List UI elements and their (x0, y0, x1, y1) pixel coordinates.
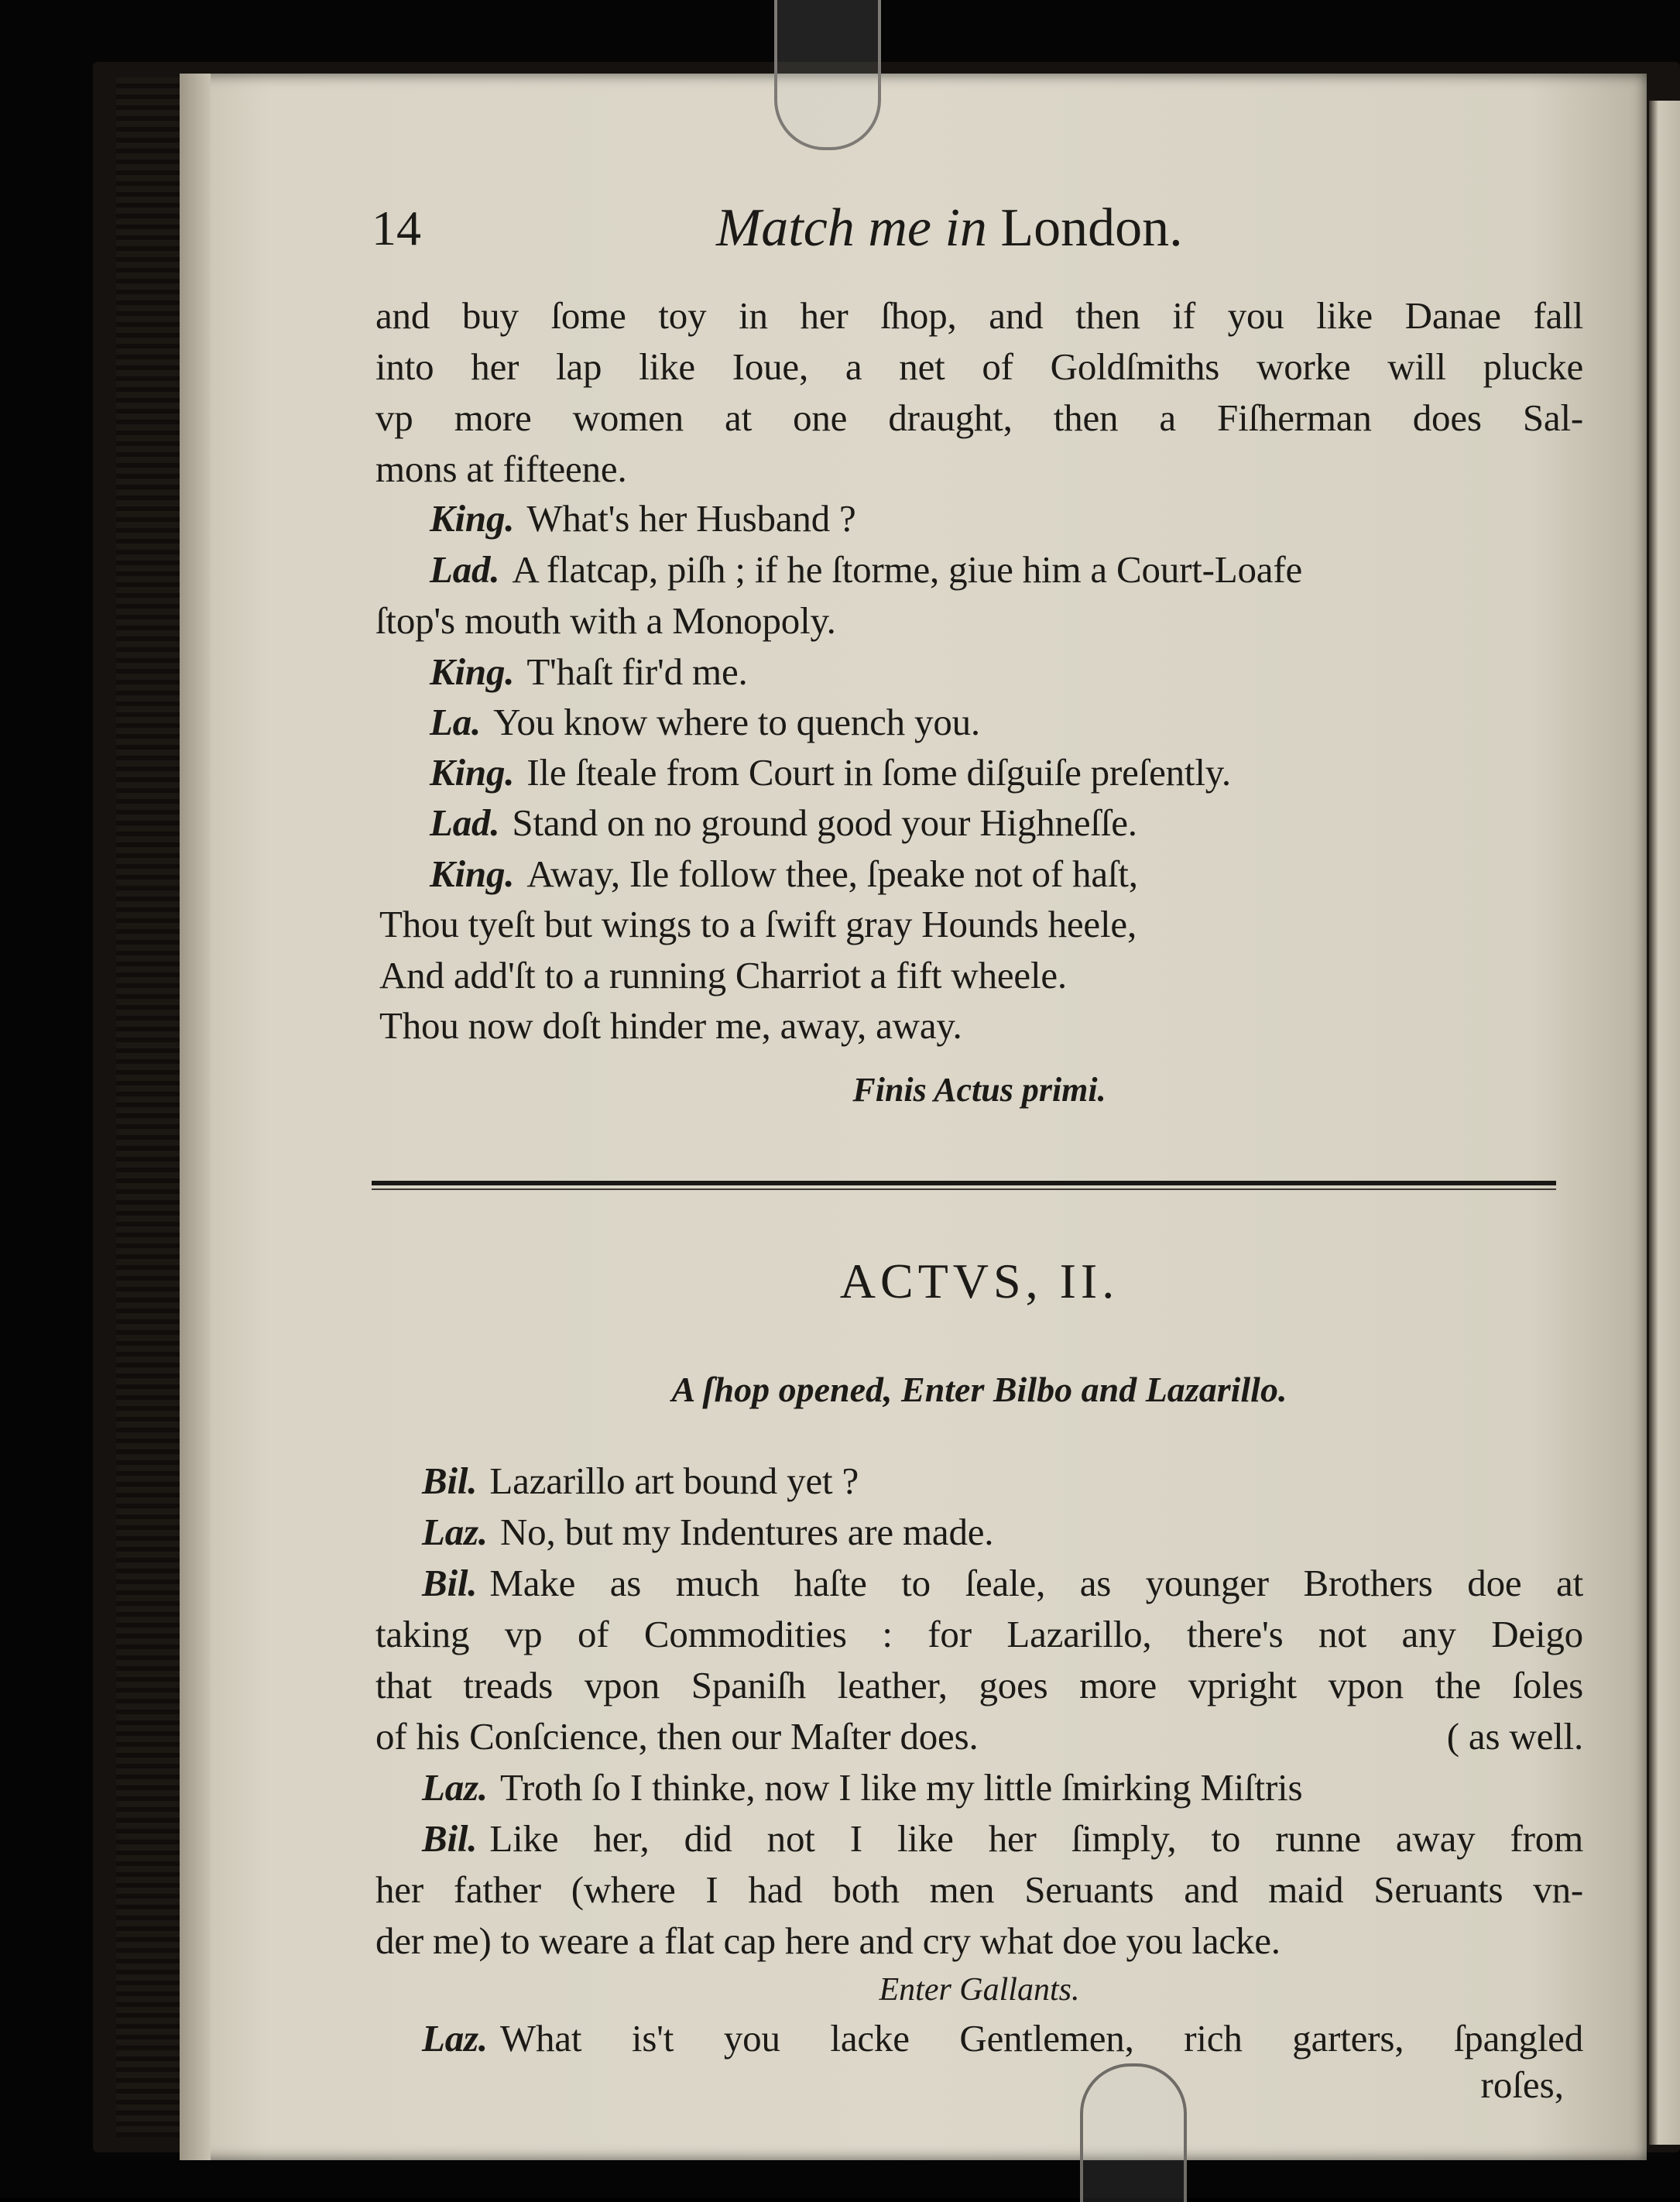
book-spine-edge (116, 77, 186, 2137)
verse-line: Thou tyeſt but wings to a ſwift gray Hounds heele, (379, 903, 1137, 945)
prose-line: and buy ſome toy in her ſhop, and then if you like Danae fall (375, 294, 1583, 337)
speech-text: Make as much haſte to ſeale, as younger Brothers doe at (489, 1562, 1583, 1604)
speech-line (375, 1456, 1583, 1507)
facing-page-edge (1649, 101, 1680, 2145)
page-gutter-shadow (180, 74, 211, 2160)
speaker-name: Lad. (430, 548, 500, 591)
speech-line (375, 544, 1583, 595)
speaker-name: Bil. (422, 1459, 478, 1502)
running-title (716, 194, 1183, 263)
speaker-name: King. (430, 650, 515, 693)
catchword: roſes, (1480, 2063, 1564, 2106)
speaker-name: King. (430, 751, 515, 794)
speech-line (375, 747, 1583, 798)
speech-text: You know where to quench you. (493, 701, 980, 743)
section-rule (372, 1181, 1556, 1185)
turnover-text: ( as well. (1446, 1715, 1583, 1758)
speech-text: What's her Husband ? (526, 497, 856, 540)
speech-line (375, 1762, 1583, 1813)
speech-line (375, 1558, 1583, 1609)
speech-text: No, but my Indentures are made. (499, 1511, 994, 1553)
speech-line (375, 849, 1583, 900)
stage-direction-enter: Enter Gallants. (879, 1972, 1080, 2008)
speech-line (375, 595, 1583, 647)
speech-line: her father (where I had both men Seruants and maid Seruants vn- (375, 1868, 1583, 1911)
speaker-name: Laz. (422, 2017, 488, 2060)
speech-line: that treads vpon Spaniſh leather, goes more vpright vpon the ſoles (375, 1664, 1583, 1706)
speech-text: Ile ſteale from Court in ſome diſguiſe preſently. (526, 751, 1231, 794)
speaker-name: King. (430, 852, 515, 895)
speech-text: What is't you lacke Gentlemen, rich garters, ſpangled (499, 2017, 1583, 2060)
speech-line (375, 493, 1583, 544)
speech-line: taking vp of Commodities : for Lazarillo, there's not any Deigo (375, 1613, 1583, 1655)
speech-text: Away, Ile follow thee, ſpeake not of haſt, (526, 852, 1138, 895)
speech-text: A flatcap, piſh ; if he ſtorme, giue him a Court-Loafe (512, 548, 1303, 591)
speech-text: Stand on no ground good your Highneſſe. (512, 801, 1137, 844)
speaker-name: Laz. (422, 1766, 488, 1809)
speech-line (375, 797, 1583, 849)
running-title-italic: Match me in (716, 198, 987, 258)
prose-line: vp more women at one draught, then a Fiſherman does Sal- (375, 396, 1583, 439)
speech-line (375, 1507, 1583, 1558)
speech-text: ſtop's mouth with a Monopoly. (375, 599, 836, 642)
stage-direction: A ſhop opened, Enter Bilbo and Lazarillo. (671, 1370, 1287, 1409)
prose-line: into her lap like Ioue, a net of Goldſmiths worke will plucke (375, 345, 1583, 388)
speaker-name: King. (430, 497, 515, 540)
speech-text: of his Conſcience, then our Maſter does. (375, 1715, 979, 1758)
verse-line: And add'ſt to a running Charriot a fift wheele. (379, 954, 1067, 996)
speech-text: Troth ſo I thinke, now I like my little ſmirking Miſtris (499, 1766, 1303, 1809)
speech-line (375, 2013, 1583, 2064)
page-number: 14 (372, 201, 421, 256)
running-head (372, 194, 1579, 263)
speaker-name: Bil. (422, 1817, 478, 1860)
verse-line: Thou now doſt hinder me, away, away. (379, 1004, 962, 1047)
speech-text: Like her, did not I like her ſimply, to runne away from (489, 1817, 1583, 1860)
speaker-name: Lad. (430, 801, 500, 844)
speaker-name: La. (430, 701, 482, 743)
prose-line: mons at fifteene. (375, 448, 627, 490)
act-heading: ACTVS, II. (839, 1254, 1119, 1309)
speech-text: T'haſt fir'd me. (526, 650, 748, 693)
speaker-name: Laz. (422, 1511, 488, 1553)
speech-line (375, 1813, 1583, 1864)
section-rule-thin (372, 1188, 1556, 1190)
speech-line (375, 697, 1583, 748)
speech-line (375, 647, 1583, 698)
speech-line: der me) to weare a flat cap here and cry what doe you lacke. (375, 1919, 1281, 1962)
page-clip-top-icon (774, 0, 881, 150)
speaker-name: Bil. (422, 1562, 478, 1604)
speech-line (375, 1711, 1583, 1762)
running-title-roman: London. (1000, 198, 1183, 258)
finis-actus: Finis Actus primi. (852, 1071, 1106, 1109)
speech-text: Lazarillo art bound yet ? (489, 1459, 859, 1502)
